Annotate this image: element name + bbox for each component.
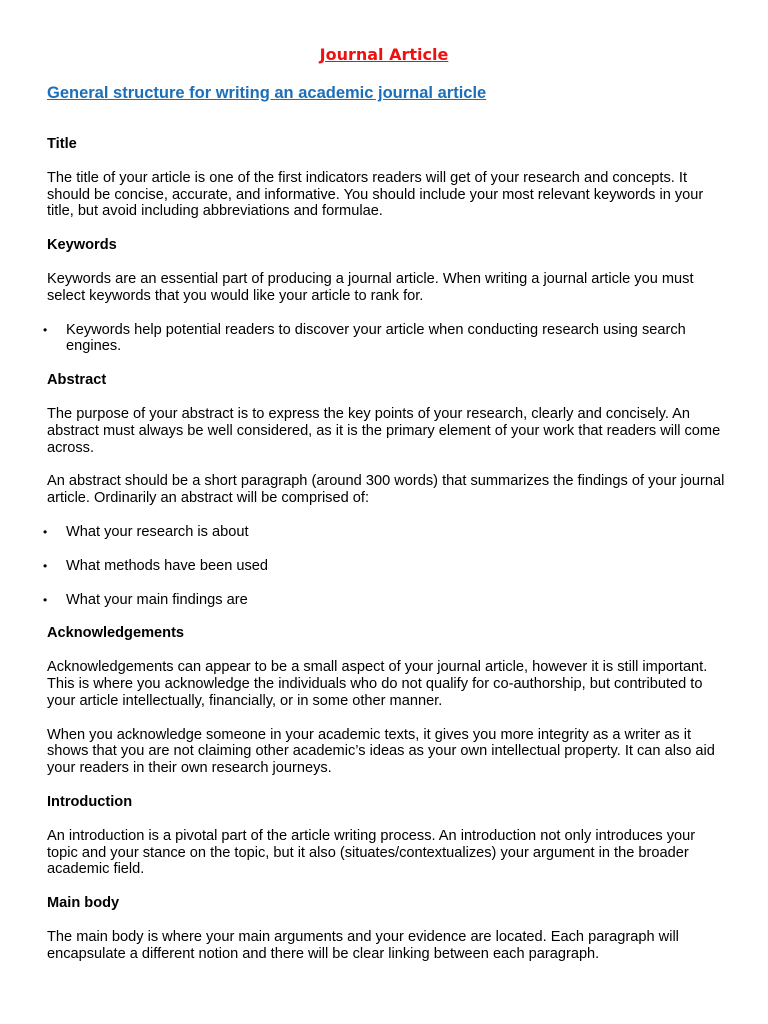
- list-item: [43, 523, 727, 541]
- bullet-icon: •: [43, 592, 48, 607]
- introduction-paragraph: An introduction is a pivotal part of the article writing process. An introduction not only introduces your topic and your stance on the topic, but it also (situates/contextualizes) your argument in the broader academic field.: [47, 827, 696, 878]
- document-body: [43, 136, 727, 980]
- acknowledgements-paragraph-1: Acknowledgements can appear to be a small aspect of your journal article, however it is still important. This is where you acknowledge the individuals who do not qualify for co-authorship, but contributed to your article intellectually, financially, or in some other manner.: [47, 659, 708, 709]
- abstract-paragraph-1: The purpose of your abstract is to express the key points of your research, clearly and concisely. An abstract must always be well considered, as it is the primary element of your work that readers will come across.: [47, 405, 721, 456]
- section-heading-title: Title: [47, 136, 77, 152]
- list-item: [43, 591, 727, 609]
- bullet-icon: •: [43, 558, 48, 573]
- section-heading-main-body: Main body: [47, 895, 120, 912]
- section-heading-abstract: Abstract: [47, 372, 107, 389]
- document-title: Journal Article: [319, 45, 449, 64]
- list-item: [43, 557, 727, 575]
- section-heading-acknowledgements: Acknowledgements: [47, 625, 185, 642]
- list-item-text: What methods have been used: [66, 557, 269, 574]
- title-paragraph: The title of your article is one of the first indicators readers will get of your research and concepts. It should be concise, accurate, and informative. You should include your most relevant keywords in your title, but avoid including abbreviations and formulae.: [47, 169, 704, 220]
- abstract-paragraph-2: An abstract should be a short paragraph (around 300 words) that summarizes the findings of your journal article. Ordinarily an abstract will be comprised of:: [47, 473, 725, 507]
- section-heading-keywords: Keywords: [47, 237, 117, 254]
- document-subtitle-link[interactable]: General structure for writing an academic journal article: [47, 84, 487, 102]
- keywords-bullet-list: [43, 321, 727, 356]
- list-item-text: What your main findings are: [66, 591, 248, 608]
- section-heading-introduction: Introduction: [47, 793, 133, 810]
- acknowledgements-paragraph-2: When you acknowledge someone in your academic texts, it gives you more integrity as a writer as it shows that you are not claiming other academic’s ideas as your own intellectual property. It can also aid your readers in their own research journeys.: [47, 726, 715, 777]
- main-body-paragraph: The main body is where your main arguments and your evidence are located. Each paragraph will encapsulate a different notion and there will be clear linking between each paragraph.: [47, 928, 679, 962]
- bullet-icon: •: [43, 322, 48, 337]
- list-item: [43, 321, 727, 356]
- abstract-bullet-list: [43, 523, 727, 608]
- list-item-text: What your research is about: [66, 523, 249, 540]
- bullet-icon: •: [43, 524, 48, 539]
- list-item-text: Keywords help potential readers to discover your article when conducting research using search engines.: [66, 321, 686, 355]
- keywords-paragraph: Keywords are an essential part of producing a journal article. When writing a journal article you must select keywords that you would like your article to rank for.: [47, 270, 694, 304]
